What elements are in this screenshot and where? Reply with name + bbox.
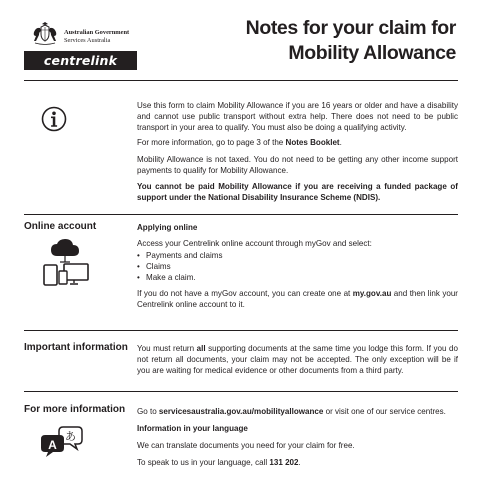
list-item: • Payments and claims [137,250,458,261]
svg-text:A: A [48,438,57,452]
section-divider [24,214,458,215]
more-information-heading: For more information [24,404,126,415]
online-account-lead: Access your Centrelink online account through myGov and select: [137,239,372,248]
online-account-section [137,222,458,310]
title-line-1: Notes for your claim for [245,17,456,39]
section-divider [24,330,458,331]
government-name: Australian Government [64,29,130,36]
language-subheading: Information in your language [137,424,248,433]
centrelink-logo: centrelink [24,51,137,70]
cloud-devices-icon [42,239,92,289]
intro-paragraph-1: Use this form to claim Mobility Allowance if you are 16 years or older and have a disability and cannot use public transport without extra help. There does not need to be public transport in your area to qualify. You must also be doing a qualifying activity. [137,101,458,132]
language-speech-icon [41,424,83,458]
title-line-2: Mobility Allowance [288,42,456,64]
ndis-warning: You cannot be paid Mobility Allowance if you are receiving a funded package of support under the National Disability Insurance Scheme (NDIS). [137,182,458,202]
website-link[interactable]: servicesaustralia.gov.au/mobilityallowance [158,407,324,416]
applying-online-subheading: Applying online [137,223,198,232]
mygov-link[interactable]: my.gov.au [352,289,392,298]
intro-paragraph-2: For more information, go to page 3 of the Notes Booklet. [137,138,342,147]
notes-booklet-reference: Notes Booklet [285,138,340,147]
important-information-text: You must return all supporting documents at the same time you lodge this form. If you do not return all documents, your claim may not be accepted. The only exception will be if you are waiting for medical evidence or other documents from a third party. [137,344,458,375]
more-information-section [137,406,458,468]
phone-line: To speak to us in your language, call 131 202. [137,458,301,467]
list-item: • Claims [137,261,458,272]
info-icon [41,106,67,132]
list-item: • Make a claim. [137,272,458,283]
agency-name: Services Australia [64,37,111,44]
important-information-heading: Important information [24,342,128,353]
phone-number[interactable]: 131 202 [269,458,299,467]
all-emphasis: all [196,344,206,353]
online-account-heading: Online account [24,221,97,232]
header-rule [24,80,458,81]
intro-paragraph-3: Mobility Allowance is not taxed. You do not need to be getting any other income support payments to qualify for Mobility Allowance. [137,155,458,175]
mygov-note: If you do not have a myGov account, you can create one at my.gov.au and then link your Centrelink online account to it. [137,289,458,309]
website-line: Go to servicesaustralia.gov.au/mobilityallowance or visit one of our service centres. [137,407,446,416]
commonwealth-crest-icon [30,22,60,46]
svg-text:あ: あ [65,430,76,443]
online-steps-list [137,250,458,283]
section-divider [24,391,458,392]
page-title [196,16,456,66]
translation-text: We can translate documents you need for your claim for free. [137,441,355,450]
